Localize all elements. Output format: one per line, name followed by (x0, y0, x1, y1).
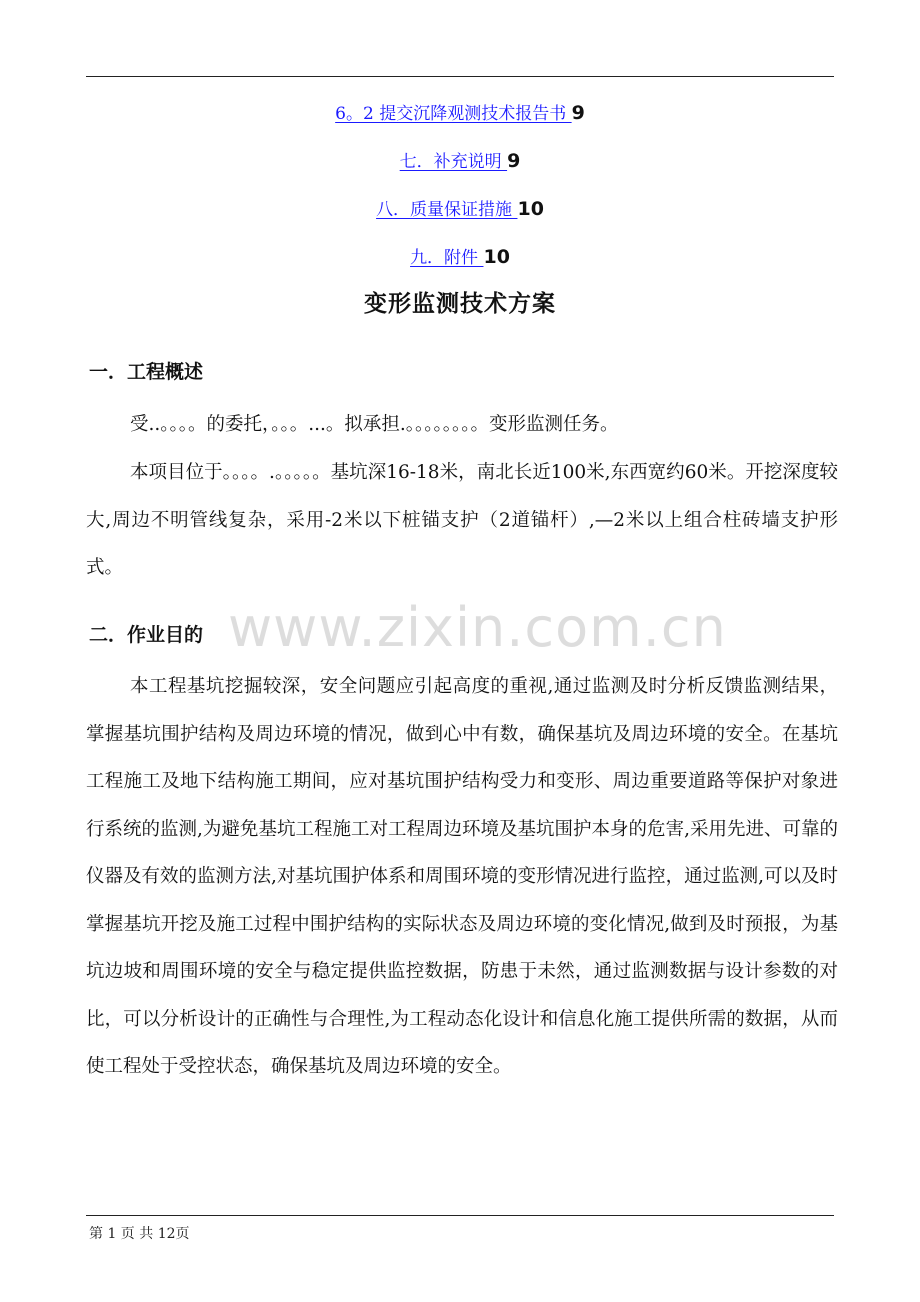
toc-entry-link[interactable]: 6。2 提交沉降观测技术报告书 (335, 104, 572, 124)
header-rule (86, 76, 834, 77)
toc-entry-page: 10 (517, 198, 544, 220)
table-of-contents (86, 98, 834, 290)
paragraph-commission: 受..。。。。的委托，。。。...。拟承担.。。。。。。。。变形监测任务。 (130, 414, 619, 435)
toc-entry-page: 9 (507, 150, 521, 172)
section-heading-purpose: 二．作业目的 (89, 624, 204, 646)
document-title: 变形监测技术方案 (364, 291, 556, 317)
toc-entry-link[interactable]: 七．补充说明 (399, 152, 508, 172)
toc-entry[interactable] (86, 194, 834, 242)
section-heading-overview: 一．工程概述 (89, 361, 204, 383)
toc-entry-link[interactable]: 九．附件 (410, 248, 484, 268)
toc-entry[interactable] (86, 146, 834, 194)
toc-entry[interactable] (86, 242, 834, 290)
toc-entry-page: 9 (571, 102, 585, 124)
watermark: www.zixin.com.cn (228, 596, 727, 659)
paragraph-project-location: 本项目位于。。。。.。。。。。基坑深16-18米，南北长近100米,东西宽约60米。开挖深度较大,周边不明管线复杂，采用-2米以下桩锚支护（2道锚杆）,—2米以上组合柱砖墙支护形式。 (86, 462, 838, 578)
footer-rule (86, 1215, 834, 1216)
page-footer: 第 1 页 共 12页 (89, 1226, 190, 1242)
toc-entry-link[interactable]: 八．质量保证措施 (376, 200, 518, 220)
paragraph-purpose: 本工程基坑挖掘较深，安全问题应引起高度的重视,通过监测及时分析反馈监测结果，掌握基坑围护结构及周边环境的情况，做到心中有数，确保基坑及周边环境的安全。在基坑工程施工及地下结构施工期间，应对基坑围护结构受力和变形、周边重要道路等保护对象进行系统的监测,为避免基坑工程施工对工程周边环境及基坑围护本身的危害,采用先进、可靠的仪器及有效的监测方法,对基坑围护体系和周围环境的变形情况进行监控，通过监测,可以及时掌握基坑开挖及施工过程中围护结构的实际状态及周边环境的变化情况,做到及时预报，为基坑边坡和周围环境的安全与稳定提供监控数据，防患于未然，通过监测数据与设计参数的对比，可以分析设计的正确性与合理性,为工程动态化设计和信息化施工提供所需的数据，从而使工程处于受控状态，确保基坑及周边环境的安全。 (86, 676, 838, 1077)
toc-entry-page: 10 (483, 246, 510, 268)
toc-entry[interactable] (86, 98, 834, 146)
